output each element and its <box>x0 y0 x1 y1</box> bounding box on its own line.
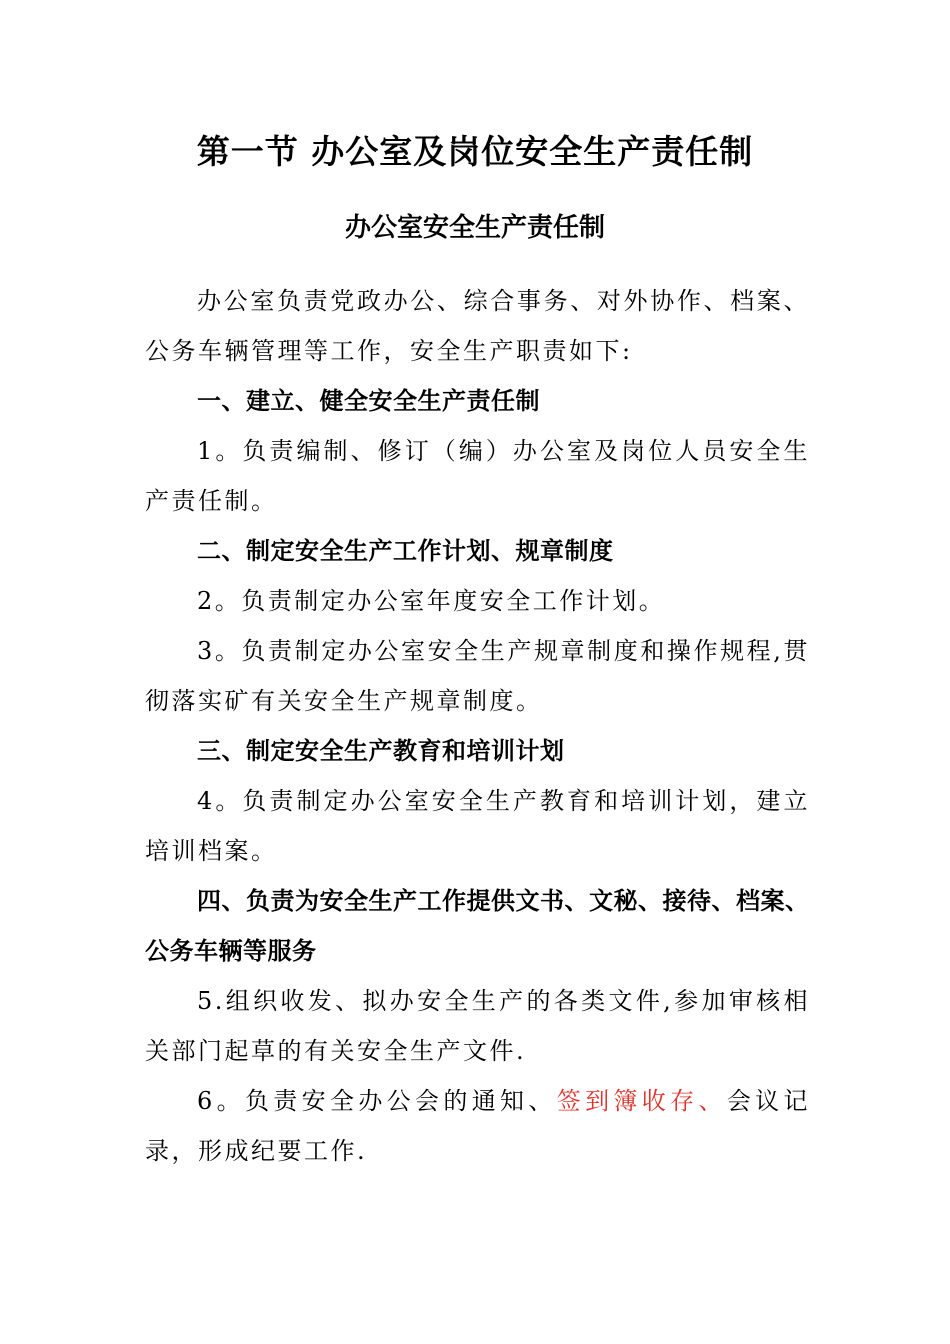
section-heading-4: 四、负责为安全生产工作提供文书、文秘、接待、档案、公务车辆等服务 <box>145 887 810 965</box>
list-item-6-text-start: 6。负责安全办公会的通知、 <box>197 1087 557 1115</box>
intro-paragraph: 办公室负责党政办公、综合事务、对外协作、档案、公务车辆管理等工作，安全生产职责如下: <box>145 287 810 365</box>
section-subtitle: 办公室安全生产责任制 <box>344 213 605 243</box>
page-title: 第一节 办公室及岗位安全生产责任制 <box>196 132 754 171</box>
section-heading-3: 三、制定安全生产教育和培训计划 <box>197 737 565 765</box>
list-item-4: 4。负责制定办公室安全生产教育和培训计划，建立培训档案。 <box>145 787 810 865</box>
section-heading-2: 二、制定安全生产工作计划、规章制度 <box>197 537 614 565</box>
list-item-6 <box>145 1076 810 1176</box>
section-heading-1: 一、建立、健全安全生产责任制 <box>197 387 540 415</box>
list-item-5: 5.组织收发、拟办安全生产的各类文件,参加审核相关部门起草的有关安全生产文件. <box>145 987 810 1065</box>
list-item-6-text-end: 会议记录，形成纪要工作. <box>145 1087 810 1165</box>
document-body <box>145 276 810 1176</box>
list-item-3: 3。负责制定办公室安全生产规章制度和操作规程,贯彻落实矿有关安全生产规章制度。 <box>145 637 810 715</box>
highlighted-text: 签到簿收存、 <box>556 1087 727 1115</box>
list-item-2: 2。负责制定办公室年度安全工作计划。 <box>197 587 666 615</box>
list-item-1: 1。负责编制、修订（编）办公室及岗位人员安全生产责任制。 <box>145 437 810 515</box>
